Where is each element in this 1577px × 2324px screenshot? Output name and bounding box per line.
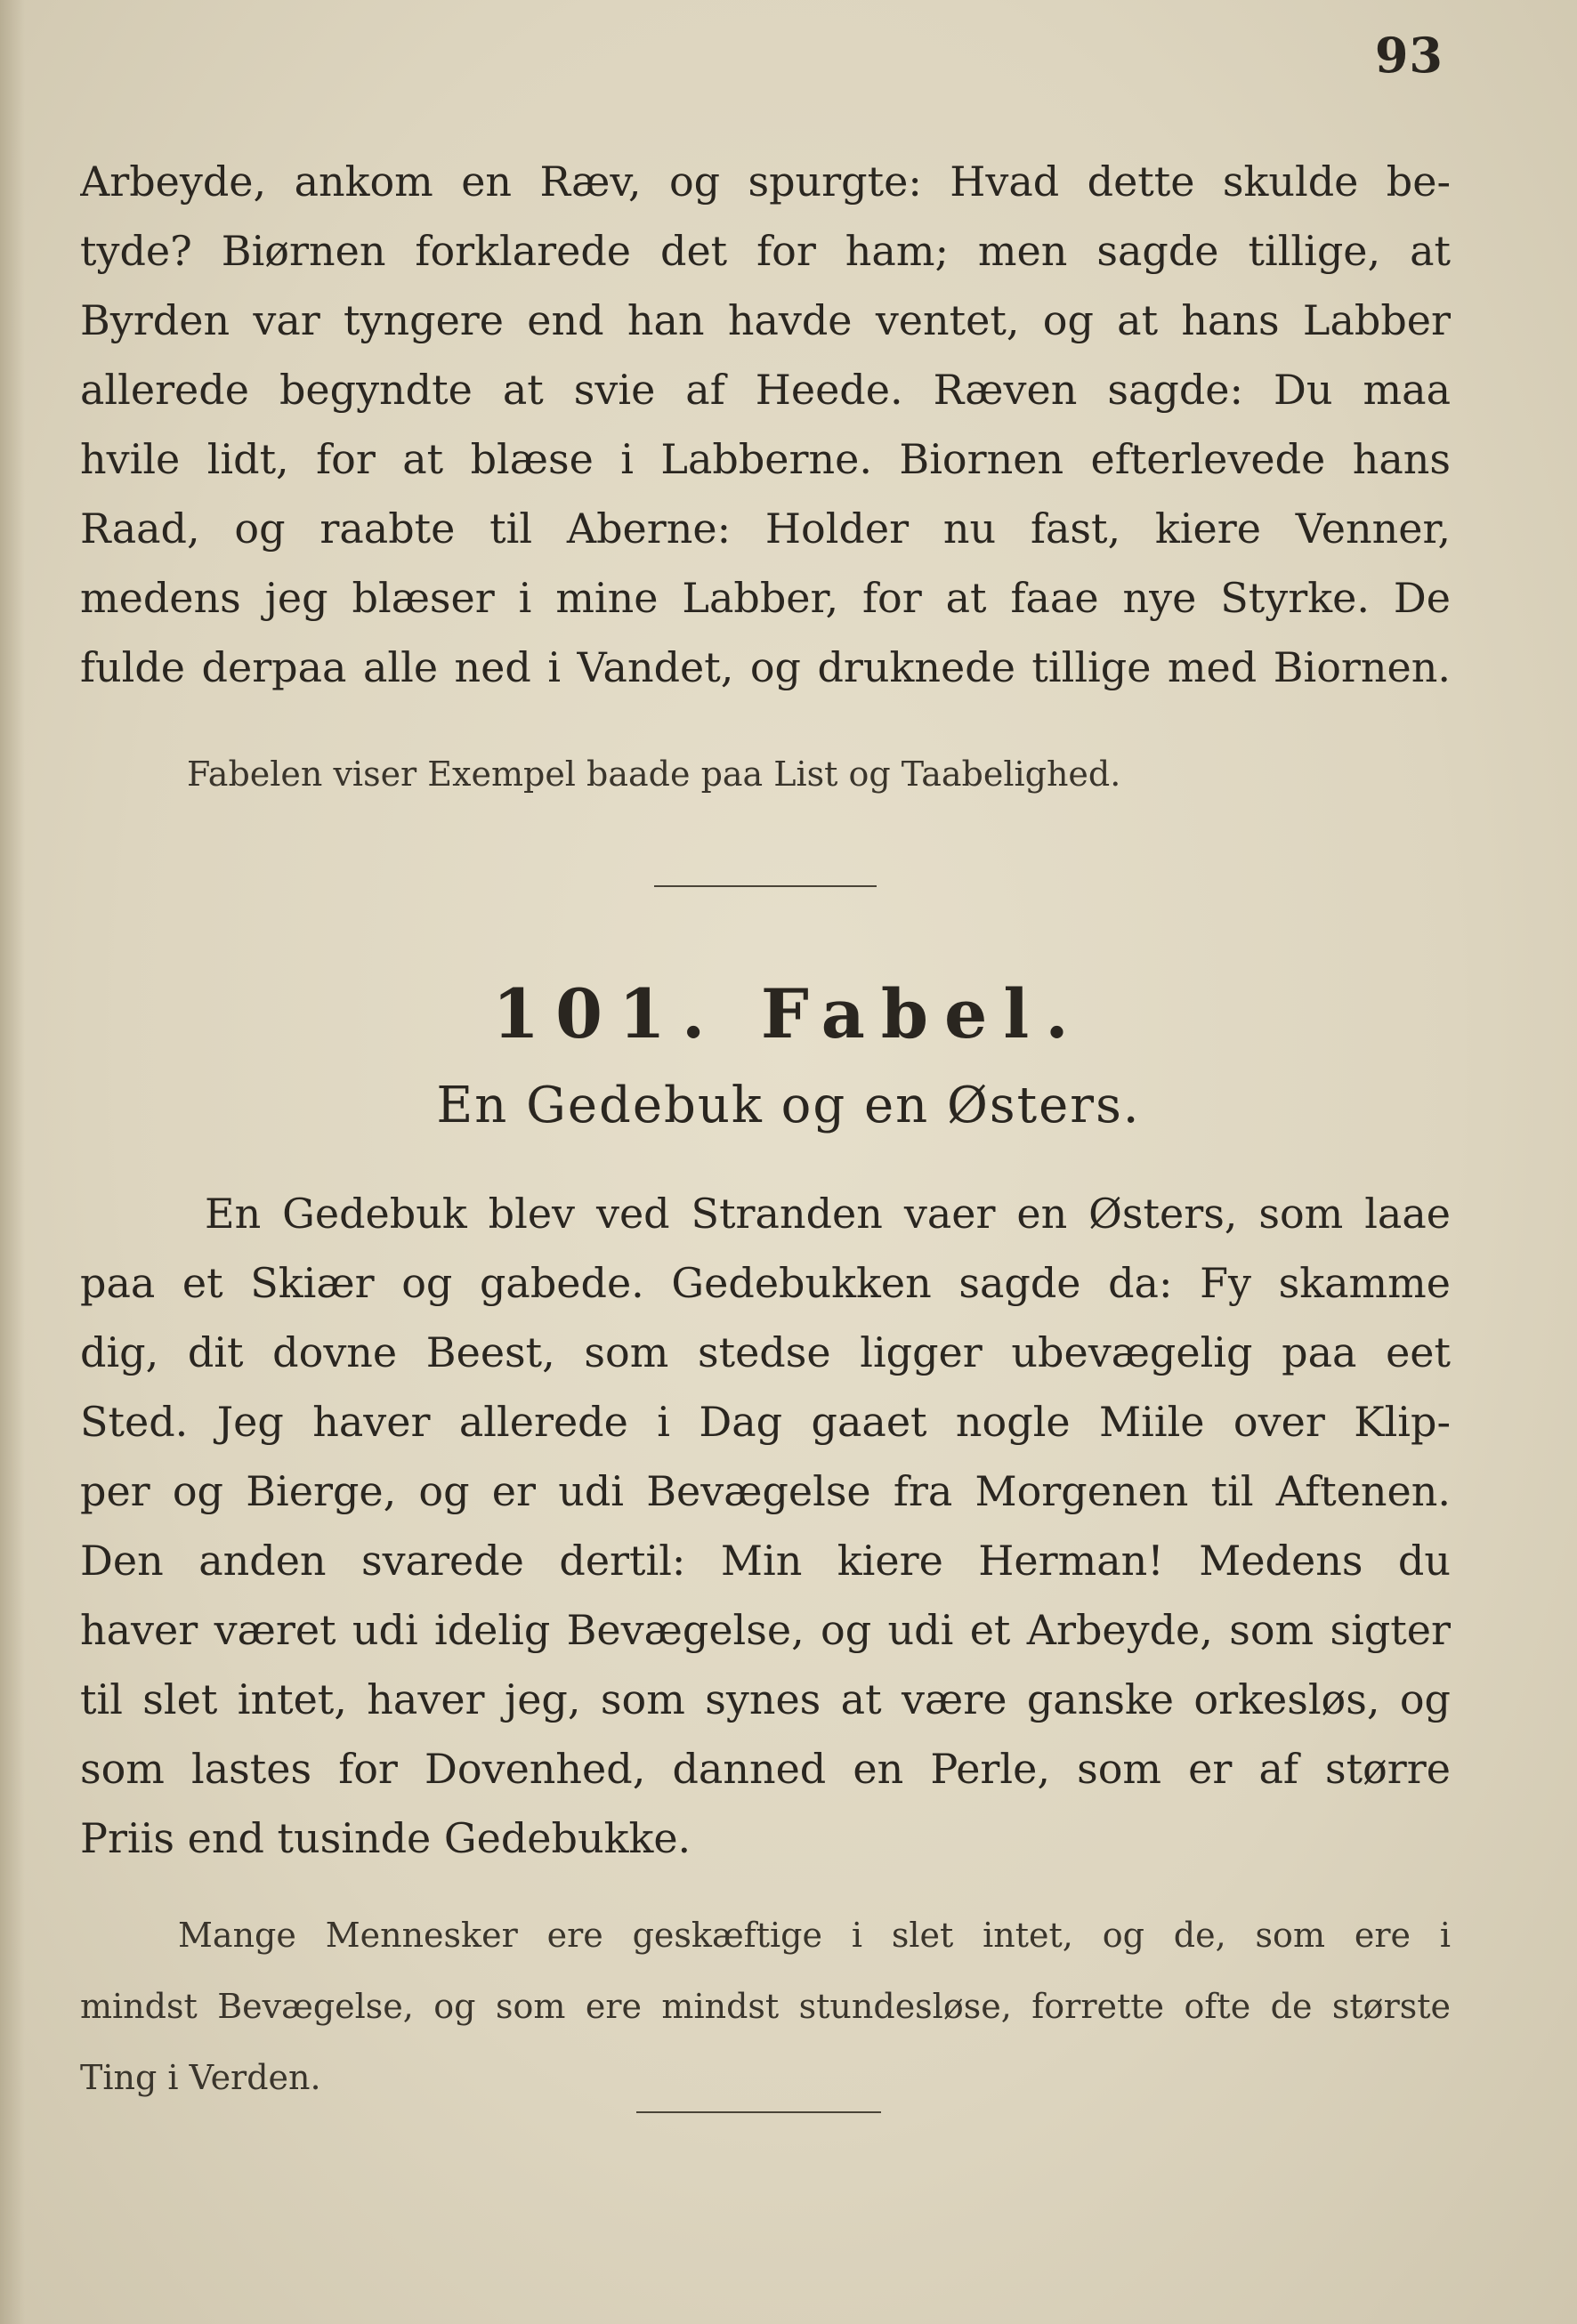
paragraph-line: Raad, og raabte til Aberne: Holder nu fast, kiere Venner, [80,504,1451,553]
top-moral: Fabelen viser Exempel baade paa List og Taabelighed. [187,754,1121,794]
paragraph-line: Den anden svarede dertil: Min kiere Herman! Medens du [80,1537,1451,1585]
fable-title: 101. Fabel. [492,974,1085,1053]
section-divider [636,2111,881,2113]
paragraph-line: hvile lidt, for at blæse i Labberne. Biornen efterlevede hans [80,435,1451,483]
fable-moral [80,1900,1451,2113]
fable-subtitle: En Gedebuk og en Østers. [436,1077,1141,1134]
paragraph-line: haver været udi idelig Bevægelse, og udi et Arbeyde, som sigter [80,1606,1451,1654]
page-edge-shadow [0,0,25,2324]
fable-paragraph [80,1179,1451,1873]
paragraph-line: En Gedebuk blev ved Stranden vaer en Østers, som laae [205,1190,1451,1238]
page-number: 93 [1374,27,1444,84]
section-divider [654,885,877,887]
moral-line: Mange Mennesker ere geskæftige i slet intet, og de, som ere i [178,1916,1451,1955]
paragraph-line: Priis end tusinde Gedebukke. [80,1814,691,1862]
paragraph-line: til slet intet, haver jeg, som synes at være ganske orkesløs, og [80,1675,1451,1723]
paragraph-line: som lastes for Dovenhed, danned en Perle, som er af større [80,1745,1451,1793]
paragraph-line: dig, dit dovne Beest, som stedse ligger ubevægelig paa eet [80,1328,1451,1376]
paragraph-line: per og Bierge, og er udi Bevægelse fra Morgenen til Aftenen. [80,1467,1451,1515]
paragraph-line: fulde derpaa alle ned i Vandet, og druknede tillige med Biornen. [80,643,1451,691]
moral-line: mindst Bevægelse, og som ere mindst stundesløse, forrette ofte de største [80,1987,1451,2026]
paragraph-line: Arbeyde, ankom en Ræv, og spurgte: Hvad dette skulde be- [80,157,1451,206]
paragraph-line: tyde? Biørnen forklarede det for ham; men sagde tillige, at [80,227,1451,275]
paragraph-line: paa et Skiær og gabede. Gedebukken sagde da: Fy skamme [80,1259,1451,1307]
paragraph-line: Sted. Jeg haver allerede i Dag gaaet nogle Miile over Klip- [80,1398,1451,1446]
moral-line: Ting i Verden. [80,2058,321,2097]
paragraph-line: allerede begyndte at svie af Heede. Ræven sagde: Du maa [80,366,1451,414]
paragraph-line: medens jeg blæser i mine Labber, for at faae nye Styrke. De [80,574,1451,622]
top-paragraph [80,147,1451,702]
paragraph-line: Byrden var tyngere end han havde ventet, og at hans Labber [80,296,1451,344]
